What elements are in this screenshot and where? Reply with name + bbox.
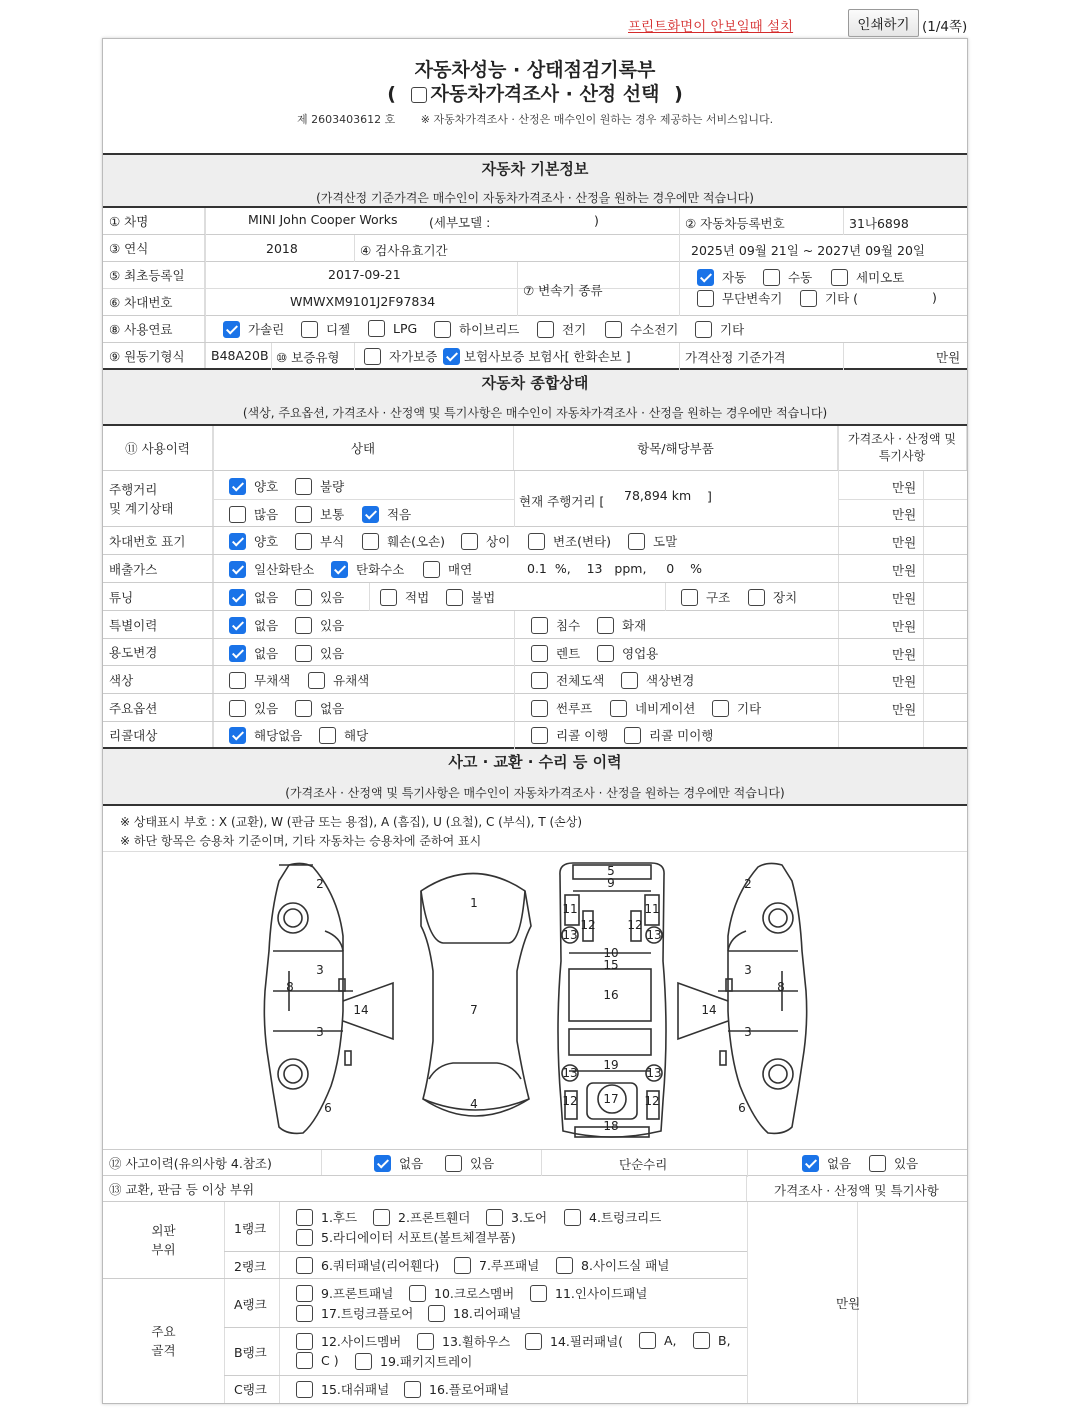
part-pillar-panel-checkbox[interactable] [525, 1333, 542, 1350]
accident-none-checkbox[interactable] [374, 1155, 391, 1172]
row-first-reg: ⑤ 최초등록일 2017-09-21 [103, 262, 967, 289]
svg-text:14: 14 [701, 1003, 717, 1017]
part-package-tray-checkbox[interactable] [355, 1353, 372, 1370]
svg-text:18: 18 [603, 1119, 619, 1133]
part-cross-member-checkbox[interactable] [409, 1285, 426, 1302]
svg-text:17: 17 [603, 1092, 619, 1106]
part-hood-checkbox[interactable] [296, 1209, 313, 1226]
part-floor-panel-checkbox[interactable] [404, 1381, 421, 1398]
svg-text:13: 13 [562, 928, 578, 942]
svg-text:19: 19 [603, 1058, 619, 1072]
option-sunroof-checkbox[interactable] [531, 700, 548, 717]
svg-text:4: 4 [470, 1097, 478, 1111]
usage-exists-checkbox[interactable] [295, 645, 312, 662]
fuel-hydrogen-checkbox[interactable] [605, 321, 622, 338]
part-inside-panel-checkbox[interactable] [530, 1285, 547, 1302]
svg-text:3: 3 [316, 963, 324, 977]
warranty-self-checkbox[interactable] [364, 348, 381, 365]
document-title: 자동차성능 · 상태점검기록부 [414, 59, 656, 81]
registration-number: 31나6898 [849, 216, 909, 231]
svg-text:6: 6 [324, 1101, 332, 1115]
top-toolbar [102, 8, 968, 38]
row-abnormal-parts-header: ⑬ 교환, 판금 등 이상 부위 가격조사 · 산정액 및 특기사항 [103, 1176, 967, 1202]
emission-hc-checkbox[interactable] [331, 561, 348, 578]
part-trunk-lid-checkbox[interactable] [564, 1209, 581, 1226]
row-accident-history: ⑫ 사고이력(유의사항 4.참조) 없음 있음 단순수리 없음 있음 [103, 1149, 967, 1176]
simple-repair-exists-checkbox[interactable] [869, 1155, 886, 1172]
trans-other-checkbox[interactable] [800, 290, 817, 307]
emission-co-checkbox[interactable] [229, 561, 246, 578]
pillar-c-checkbox[interactable] [296, 1352, 313, 1369]
svg-text:12: 12 [627, 918, 643, 932]
color-chromatic-checkbox[interactable] [308, 672, 325, 689]
tuning-legal-checkbox[interactable] [380, 589, 397, 606]
svg-text:2: 2 [744, 877, 752, 891]
svg-text:13: 13 [646, 928, 662, 942]
tuning-exists-checkbox[interactable] [295, 589, 312, 606]
svg-text:11: 11 [562, 902, 578, 916]
row-main-options: 주요옵션 있음 없음 썬루프 네비게이션 기타 만원 [103, 694, 967, 722]
mileage-high-checkbox[interactable] [229, 506, 246, 523]
service-note: ※ 자동차가격조사 · 산정은 매수인이 원하는 경우 제공하는 서비스입니다. [420, 113, 774, 126]
legend-note: ※ 하단 항목은 승용차 기준이며, 기타 자동차는 승용차에 준하여 표시 [120, 834, 482, 848]
gauge-bad-checkbox[interactable] [295, 478, 312, 495]
vin-mark-corrosion-checkbox[interactable] [295, 533, 312, 550]
color-change-checkbox[interactable] [621, 672, 638, 689]
part-quarter-panel-checkbox[interactable] [296, 1257, 313, 1274]
row-car-name: ① 차명 MINI John Cooper Works (세부모델 : ) ② 자동차등록번호 31나6898 [103, 208, 967, 235]
document-number: 제 2603403612 호 [297, 113, 396, 126]
mileage-low-checkbox[interactable] [362, 506, 379, 523]
vin: WMWXM9101J2F97834 [290, 294, 436, 309]
accident-exists-checkbox[interactable] [445, 1155, 462, 1172]
document-subtitle: ( 자동차가격조사 · 산정 선택 ) [387, 83, 683, 105]
row-mileage: 주행거리 및 계기상태 양호 불량 많음 보통 적음 현재 주행거리 [ 78,894 km ] 만원 만원 [103, 471, 967, 527]
car-name: MINI John Cooper Works [248, 212, 398, 227]
option-none-checkbox[interactable] [295, 700, 312, 717]
tuning-illegal-checkbox[interactable] [446, 589, 463, 606]
row-special-history: 특별이력 없음 있음 침수 화재 만원 [103, 611, 967, 639]
tuning-device-checkbox[interactable] [748, 589, 765, 606]
fuel-diesel-checkbox[interactable] [301, 321, 318, 338]
svg-text:11: 11 [644, 902, 660, 916]
svg-text:3: 3 [744, 963, 752, 977]
inspection-record-sheet: 자동차성능 · 상태점검기록부 ( 자동차가격조사 · 산정 선택 ) 제 2603403612 호 ※ 자동차가격조사 · 산정은 매수인이 원하는 경우 제공하는 서비스입니다. 자동차 기본정보 (가격산정 기준가격은 매수인이 자동차가격조사 · 산정을 원하는 경우에만 적습니다) ① 차명 MINI John Cooper Works (세부모델 : ) ② 자동차등록번호 31나6898 ③ 연식 2018 ④ 검사유효기간 2025년 09월 21일 ~ 2027년 09월 20일 ⑤ 최초등록일 2017-09-21 ⑥ 차대번호 WMWXM9101J2F97834 ⑦ 변속기 종류 자동 수동 세미오토 무단변속기 기타 ( ) ⑧ 사용연료 가솔린 디젤 LPG 하이브리드 전기 수소전기 기타 ⑨ 원동기형식 B48A20B ⑩ 보증유형 자가보증 보험사보증 보험사[ 한화손보 ] 가격산정 기준가격 만원 자동차 종합상태 (색상, 주요옵션, 가격조사 · 산정액 및 특기사항은 매수인이 자동차가격조사 · 산정을 원하는 경우에만 적습니다) ⑪ 사용이력 상태 항목/해당부품 가격조사 · 산정액 및 특기사항 주행거리 및 계기상태 양호 불량 많음 보통 적음 현재 주행거리 [ 78,894 km ] 만원 만원 차대번호 표기 양호 부식 훼손(오손) 상이 변조(변타) 도말 만원 배출가스 일산화탄소 탄화수소 매연 0.1 %, 13 ppm, 0 % 만원 튜닝 없음 있음 적법 불법 구조 장치 만원 특별이력 없음 있음 침수 화재 만원 용도변경 없음 있음 렌트 영업용 만원 색상 무채색 유채색 전체도색 색상변경 만원 주요옵션 있음 없음 썬루프 네비게이션 기타 만원 리콜대상 해당없음 해당 리콜 이행 리콜 미이행 사고 · 교환 · 수리 등 이력 (가격조사 · 산정액 및 특기사항은 매수인이 자동차가격조사 · 산정을 원하는 경우에만 적습니다) ※ 상태표시 부호 : X (교환), W (판금 또는 용접), A (흠집), U (요철), C (부식), T (손상) ※ 하단 항목은 승용차 기준이며, 기타 자동차는 승용차에 준하여 표시 2 3 3 8 14 6 2 3 3 8 14 6 1 7 4 5 9 11 11 12 12 13 13 10 15 16 19 13 13 12 12 17 18 ⑫ 사고이력(유의사항 4.참조) 없음 있음 단순수리 없음 있음 ⑬ 교환, 판금 등 이상 부위 가격조사 · 산정액 및 특기사항 외판 부위 주요 골격 만원 1랭크 1.후드 2.프론트휀더 3.도어 4.트렁크리드 5.라디에이터 서포트(볼트체결부품) 2랭크 6.쿼터패널(리어휀다) 7.루프패널 8.사이드실 패널 A랭크 9.프론트패널 10.크로스멤버 11.인사이드패널 17.트렁크플로어 18.리어패널 B랭크 12.사이드멤버 13.휠하우스 14.필러패널( A, B, C ) 19.패키지트레이 C랭크 15.대쉬패널 16.플로어패널 [102, 38, 968, 1404]
fuel-hybrid-checkbox[interactable] [434, 321, 451, 338]
svg-text:12: 12 [562, 1094, 578, 1108]
option-exists-checkbox[interactable] [229, 700, 246, 717]
outer-panel-label: 외판 부위 [151, 1223, 176, 1257]
legend-symbols: ※ 상태표시 부호 : X (교환), W (판금 또는 용접), A (흠집), U (요철), C (부식), T (손상) [120, 815, 583, 829]
usage-business-checkbox[interactable] [597, 645, 614, 662]
svg-text:8: 8 [777, 980, 785, 994]
part-rear-panel-checkbox[interactable] [428, 1305, 445, 1322]
part-wheel-house-checkbox[interactable] [417, 1333, 434, 1350]
recall-done-checkbox[interactable] [531, 727, 548, 744]
price-check-checkbox[interactable] [411, 87, 427, 103]
car-outline-diagram [103, 851, 968, 1149]
document-header [103, 39, 967, 153]
svg-text:5: 5 [607, 864, 615, 878]
svg-text:15: 15 [603, 958, 619, 972]
row-vin-mark: 차대번호 표기 양호 부식 훼손(오손) 상이 변조(변타) 도말 만원 [103, 527, 967, 555]
recall-applicable-checkbox[interactable] [319, 727, 336, 744]
trans-manual-checkbox[interactable] [763, 269, 780, 286]
inspection-period: 2025년 09월 21일 ~ 2027년 09월 20일 [691, 243, 926, 258]
emission-values: 0.1 %, 13 ppm, 0 % [527, 561, 703, 576]
svg-text:12: 12 [580, 918, 596, 932]
vin-mark-good-checkbox[interactable] [229, 533, 246, 550]
tuning-structure-checkbox[interactable] [681, 589, 698, 606]
part-roof-panel-checkbox[interactable] [454, 1257, 471, 1274]
fuel-other-checkbox[interactable] [695, 321, 712, 338]
recall-not-done-checkbox[interactable] [624, 727, 641, 744]
row-tuning: 튜닝 없음 있음 적법 불법 구조 장치 만원 [103, 583, 967, 611]
fuel-electric-checkbox[interactable] [537, 321, 554, 338]
usage-none-checkbox[interactable] [229, 645, 246, 662]
svg-text:13: 13 [562, 1066, 578, 1080]
accident-title: 사고 · 교환 · 수리 등 이력 (가격조사 · 산정액 및 특기사항은 매수인이 자동차가격조사 · 산정을 원하는 경우에만 적습니다) [103, 749, 967, 806]
option-other-checkbox[interactable] [712, 700, 729, 717]
svg-text:10: 10 [603, 946, 619, 960]
trans-auto-checkbox[interactable] [697, 269, 714, 286]
trans-semiauto-checkbox[interactable] [831, 269, 848, 286]
row-color: 색상 무채색 유채색 전체도색 색상변경 만원 [103, 666, 967, 694]
special-fire-checkbox[interactable] [597, 617, 614, 634]
overall-header-row: ⑪ 사용이력 상태 항목/해당부품 가격조사 · 산정액 및 특기사항 [103, 426, 967, 471]
row-engine: ⑨ 원동기형식 B48A20B ⑩ 보증유형 자가보증 보험사보증 보험사[ 한화손보 ] 가격산정 기준가격 만원 [103, 343, 967, 370]
color-achromatic-checkbox[interactable] [229, 672, 246, 689]
part-side-member-checkbox[interactable] [296, 1333, 313, 1350]
fuel-lpg-checkbox[interactable] [368, 320, 385, 337]
pillar-a-checkbox[interactable] [639, 1332, 656, 1349]
svg-text:2: 2 [316, 877, 324, 891]
first-registration-date: 2017-09-21 [328, 267, 401, 282]
vin-mark-mismatch-checkbox[interactable] [461, 533, 478, 550]
recall-none-checkbox[interactable] [229, 727, 246, 744]
part-door-checkbox[interactable] [486, 1209, 503, 1226]
page-indicator: (1/4쪽) [922, 19, 968, 35]
warranty-insurer-checkbox[interactable] [443, 348, 460, 365]
row-emission: 배출가스 일산화탄소 탄화수소 매연 0.1 %, 13 ppm, 0 % 만원 [103, 555, 967, 583]
fuel-gasoline-checkbox[interactable] [223, 321, 240, 338]
svg-text:9: 9 [607, 876, 615, 890]
svg-text:1: 1 [470, 896, 478, 910]
emission-smoke-checkbox[interactable] [423, 561, 440, 578]
svg-text:14: 14 [353, 1003, 369, 1017]
svg-text:7: 7 [470, 1003, 478, 1017]
vin-mark-damage-checkbox[interactable] [362, 533, 379, 550]
part-side-sill-checkbox[interactable] [556, 1257, 573, 1274]
part-front-panel-checkbox[interactable] [296, 1285, 313, 1302]
vin-mark-painted-checkbox[interactable] [628, 533, 645, 550]
engine-type: B48A20B [211, 348, 269, 363]
row-vin: ⑥ 차대번호 WMWXM9101J2F97834 [103, 289, 967, 316]
tuning-none-checkbox[interactable] [229, 589, 246, 606]
special-none-checkbox[interactable] [229, 617, 246, 634]
special-exists-checkbox[interactable] [295, 617, 312, 634]
main-frame-label: 주요 골격 [151, 1324, 176, 1358]
row-recall: 리콜대상 해당없음 해당 리콜 이행 리콜 미이행 [103, 722, 967, 749]
mileage-normal-checkbox[interactable] [295, 506, 312, 523]
model-year: 2018 [266, 241, 298, 256]
vin-mark-altered-checkbox[interactable] [528, 533, 545, 550]
current-mileage: 78,894 km [624, 488, 692, 503]
part-front-fender-checkbox[interactable] [373, 1209, 390, 1226]
install-link[interactable]: 프린트화면이 안보일때 설치 [628, 19, 794, 35]
gauge-good-checkbox[interactable] [229, 478, 246, 495]
svg-text:12: 12 [644, 1094, 660, 1108]
row-fuel: ⑧ 사용연료 가솔린 디젤 LPG 하이브리드 전기 수소전기 기타 [103, 316, 967, 343]
part-dash-panel-checkbox[interactable] [296, 1381, 313, 1398]
trans-cvt-checkbox[interactable] [697, 290, 714, 307]
row-year: ③ 연식 2018 ④ 검사유효기간 2025년 09월 21일 ~ 2027년 09월 20일 [103, 235, 967, 262]
option-navigation-checkbox[interactable] [610, 700, 627, 717]
part-trunk-floor-checkbox[interactable] [296, 1305, 313, 1322]
usage-rent-checkbox[interactable] [531, 645, 548, 662]
row-usage-change: 용도변경 없음 있음 렌트 영업용 만원 [103, 639, 967, 666]
svg-text:3: 3 [744, 1025, 752, 1039]
part-radiator-support-checkbox[interactable] [296, 1229, 313, 1246]
color-full-repaint-checkbox[interactable] [531, 672, 548, 689]
print-button[interactable]: 인쇄하기 [848, 9, 919, 37]
basic-info-title: 자동차 기본정보 (가격산정 기준가격은 매수인이 자동차가격조사 · 산정을 원하는 경우에만 적습니다) [103, 153, 967, 208]
svg-text:6: 6 [738, 1101, 746, 1115]
pillar-b-checkbox[interactable] [693, 1332, 710, 1349]
svg-text:13: 13 [646, 1066, 662, 1080]
svg-text:8: 8 [286, 980, 294, 994]
svg-text:3: 3 [316, 1025, 324, 1039]
svg-text:16: 16 [603, 988, 619, 1002]
car-diagram [103, 851, 967, 1149]
special-flood-checkbox[interactable] [531, 617, 548, 634]
overall-status-title: 자동차 종합상태 (색상, 주요옵션, 가격조사 · 산정액 및 특기사항은 매수인이 자동차가격조사 · 산정을 원하는 경우에만 적습니다) [103, 370, 967, 426]
simple-repair-none-checkbox[interactable] [802, 1155, 819, 1172]
